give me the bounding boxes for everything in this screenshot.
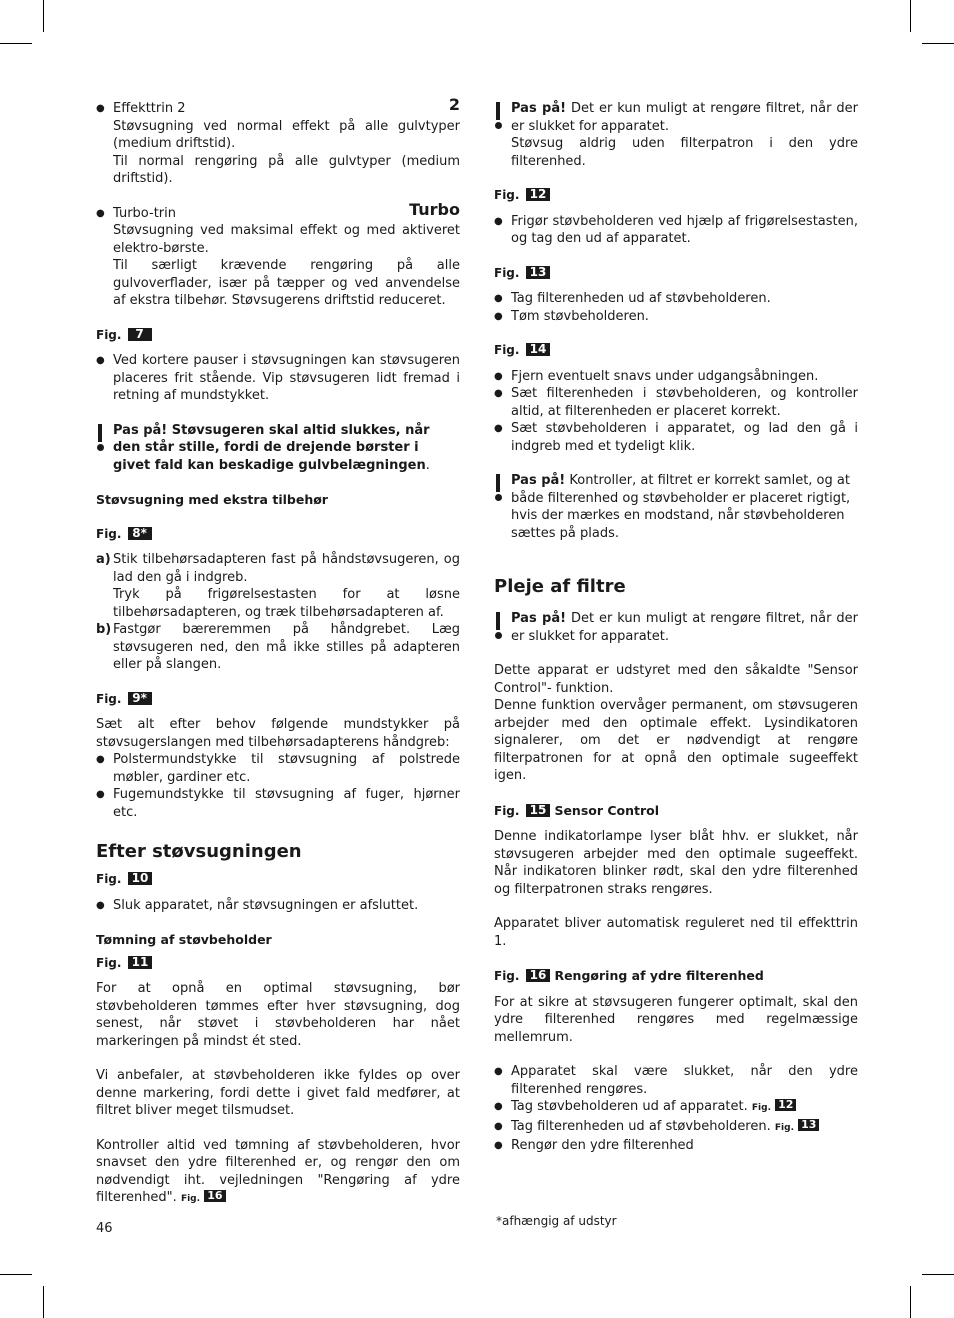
crop-mark bbox=[0, 1274, 32, 1275]
turbo-value: Turbo bbox=[409, 199, 460, 219]
fig-ref: Fig. 8* bbox=[96, 526, 460, 544]
fig-badge-14: 14 bbox=[526, 343, 551, 356]
warning-icon bbox=[96, 424, 104, 451]
crop-mark bbox=[910, 1286, 911, 1318]
list-item: ● Frigør støvbeholderen ved hjælp af frigørelsestasten, og tag den ud af apparatet. bbox=[494, 213, 858, 248]
effekttrin-2-label: Effekttrin 2 bbox=[113, 101, 186, 116]
paragraph: Sæt alt efter behov følgende mundstykker på støvsugerslangen med tilbehørsadapterens håndgreb: bbox=[96, 717, 460, 750]
warning-block: Pas på! Det er kun muligt at rengøre filtret, når der er slukket for apparatet. Støvsug aldrig uden filterpatron i den ydre filterenhed. bbox=[494, 100, 858, 170]
page-number: 46 bbox=[96, 1221, 113, 1236]
fig-badge-13: 13 bbox=[798, 1119, 819, 1131]
warning-block: Pas på! Det er kun muligt at rengøre filtret, når der er slukket for apparatet. bbox=[494, 610, 858, 645]
fig-ref: Fig. 16 Rengøring af ydre filterenhed bbox=[494, 968, 764, 983]
effekttrin-2-value: 2 bbox=[448, 95, 460, 114]
list-item: ● Tag filterenheden ud af støvbeholderen. bbox=[494, 290, 858, 308]
fig-badge-16: 16 bbox=[526, 969, 551, 982]
paragraph: For at sikre at støvsugeren fungerer optimalt, skal den ydre filterenhed rengøres med regelmæssige mellemrum. bbox=[494, 994, 858, 1045]
warning-icon bbox=[494, 102, 502, 129]
fig-badge-11: 11 bbox=[128, 956, 153, 969]
fig-badge-10: 10 bbox=[128, 872, 153, 885]
step-a: a) Stik tilbehørsadapteren fast på håndstøvsugeren, og lad den gå i indgreb. Tryk på frigørelsestasten for at løsne tilbehørsadapteren, og træk tilbehørsadapteren af. bbox=[96, 552, 460, 620]
fig-badge-12: 12 bbox=[775, 1099, 796, 1111]
fig-badge-8: 8* bbox=[128, 527, 152, 540]
paragraph: Vi anbefaler, at støvbeholderen ikke fyldes op over denne markering, fordi dette i givet fald medfører, at filtret bliver meget tilsmudset. bbox=[96, 1068, 460, 1118]
warning-block: Pas på! Støvsugeren skal altid slukkes, når den står stille, fordi de drejende børster i givet fald kan beskadige gulvbelægningen. bbox=[96, 422, 460, 475]
paragraph: Kontroller altid ved tømning af støvbeholderen, hvor snavset den ydre filterenhed er, og rengør den om nødvendigt iht. vejledningen "Rengøring af ydre filterenhed". Fig. 16 bbox=[96, 1137, 460, 1205]
fig-ref: Fig. 12 bbox=[494, 187, 858, 205]
list-item: ● Polstermundstykke til støvsugning af polstrede møbler, gardiner etc. bbox=[96, 751, 460, 786]
fig-badge-12: 12 bbox=[526, 188, 551, 201]
list-item: ● Sluk apparatet, når støvsugningen er afsluttet. bbox=[96, 897, 460, 915]
fig-ref: Fig. 10 bbox=[96, 871, 460, 889]
crop-mark bbox=[43, 0, 44, 32]
warning-icon bbox=[494, 474, 502, 501]
effekttrin-2-item bbox=[96, 95, 460, 188]
turbo-desc-1: Støvsugning ved maksimal effekt og med aktiveret elektro-børste. bbox=[113, 223, 460, 256]
crop-mark bbox=[0, 43, 32, 44]
effekttrin-2-desc-1: Støvsugning ved normal effekt på alle gulvtyper (medium driftstid). bbox=[113, 118, 460, 151]
list-item: ● Tøm støvbeholderen. bbox=[494, 308, 858, 326]
fig-badge-13: 13 bbox=[526, 266, 551, 279]
fig-badge-15: 15 bbox=[526, 804, 551, 817]
warning-block: Pas på! Kontroller, at filtret er korrekt samlet, og at både filterenhed og støvbeholder er placeret rigtigt, hvis der mærkes en modstand, når støvbeholderen sættes på plads. bbox=[494, 472, 858, 542]
list-item: ● Apparatet skal være slukket, når den ydre filterenhed rengøres. bbox=[494, 1063, 858, 1098]
crop-mark bbox=[922, 43, 954, 44]
crop-mark bbox=[910, 0, 911, 32]
paragraph: Apparatet bliver automatisk reguleret ned til effekttrin 1. bbox=[494, 916, 858, 949]
pause-item: ● Ved kortere pauser i støvsugningen kan støvsugeren placeres frit stående. Vip støvsugeren lidt fremad i retning af mundstykket. bbox=[96, 352, 460, 405]
list-item: ● Fugemundstykke til støvsugning af fuger, hjørner etc. bbox=[96, 786, 460, 821]
paragraph: Dette apparat er udstyret med den såkaldte "Sensor Control"- funktion. bbox=[494, 663, 858, 696]
turbo-desc-2: Til særligt krævende rengøring på alle gulvoverflader, især på tæpper og ved anvendelse af ekstra tilbehør. Støvsugerens driftstid reduceret. bbox=[113, 258, 460, 308]
list-item: ● Tag støvbeholderen ud af apparatet. Fig. 12 bbox=[494, 1098, 858, 1118]
fig-ref: Fig. 11 bbox=[96, 955, 460, 973]
fig-badge-16: 16 bbox=[204, 1190, 225, 1202]
section-subheading: Tømning af støvbeholder bbox=[96, 932, 272, 947]
left-column bbox=[96, 95, 460, 1209]
list-item: ● Sæt filterenheden i støvbeholderen, og kontroller altid, at filterenheden er placeret korrekt. bbox=[494, 385, 858, 420]
fig-ref: Fig. 13 bbox=[494, 265, 858, 283]
effekttrin-2-desc-2: Til normal rengøring på alle gulvtyper (medium driftstid). bbox=[113, 153, 460, 186]
list-item: ● Rengør den ydre filterenhed bbox=[494, 1137, 858, 1155]
turbo-label: Turbo-trin bbox=[113, 205, 176, 221]
fig-ref: Fig. 14 bbox=[494, 342, 858, 360]
list-item: ● Fjern eventuelt snavs under udgangsåbningen. bbox=[494, 368, 858, 386]
crop-mark bbox=[43, 1286, 44, 1318]
fig-ref: Fig. 7 bbox=[96, 327, 460, 345]
footnote: *afhængig af udstyr bbox=[496, 1214, 617, 1228]
list-item: ● Sæt støvbeholderen i apparatet, og lad den gå i indgreb med et tydeligt klik. bbox=[494, 420, 858, 455]
paragraph: For at opnå en optimal støvsugning, bør støvbeholderen tømmes efter hver støvsugning, dog senest, når støvet i støvbeholderen har nået markeringen på mindst ét sted. bbox=[96, 981, 460, 1049]
paragraph: Denne funktion overvåger permanent, om støvsugeren arbejder med den optimale effekt. Lysindikatoren signalerer, om det er nødvendigt at rengøre filterpatronen for at opnå den optimale sugeeffekt igen. bbox=[494, 698, 858, 783]
section-heading: Pleje af filtre bbox=[494, 576, 626, 597]
fig-badge-9: 9* bbox=[128, 692, 152, 705]
fig-caption: Rengøring af ydre filterenhed bbox=[554, 968, 764, 983]
fig-caption: Sensor Control bbox=[554, 802, 660, 818]
fig-badge-7: 7 bbox=[128, 328, 152, 341]
section-subheading: Støvsugning med ekstra tilbehør bbox=[96, 492, 328, 507]
right-column bbox=[494, 100, 858, 1155]
fig-ref: Fig. 15 Sensor Control bbox=[494, 802, 660, 818]
step-b: b) Fastgør bæreremmen på håndgrebet. Læg støvsugeren ned, den må ikke stilles på adapteren eller på slangen. bbox=[96, 622, 460, 672]
fig-ref: Fig. 9* bbox=[96, 691, 460, 709]
turbo-item bbox=[96, 199, 460, 310]
paragraph: Denne indikatorlampe lyser blåt hhv. er slukket, når støvsugeren arbejder med den optimale sugeeffekt. Når indikatoren blinker rødt, skal den ydre filterenhed og filterpatronen straks rengøres. bbox=[494, 829, 858, 897]
crop-mark bbox=[922, 1274, 954, 1275]
list-item: ● Tag filterenheden ud af støvbeholderen. Fig. 13 bbox=[494, 1118, 858, 1138]
section-heading: Efter støvsugningen bbox=[96, 841, 302, 862]
warning-icon bbox=[494, 612, 502, 639]
